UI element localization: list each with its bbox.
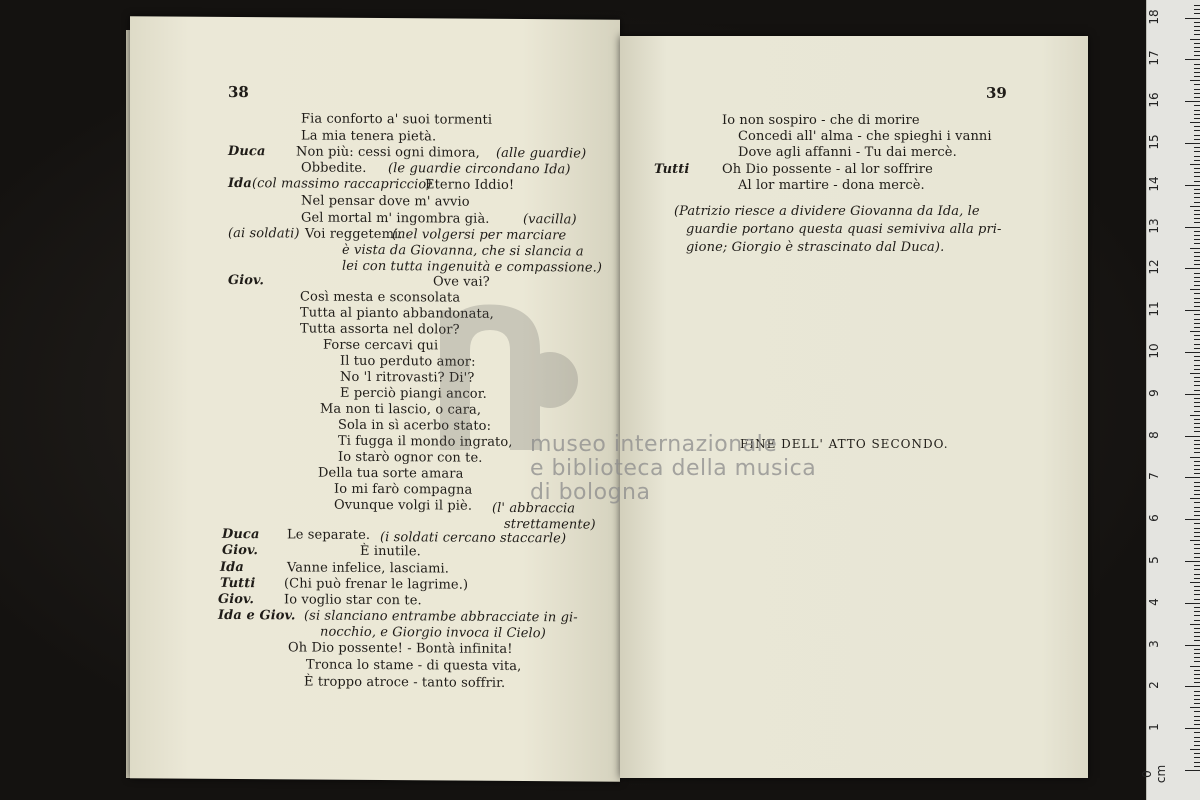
measuring-ruler: [1140, 0, 1200, 800]
verse-line: Il tuo perduto amor:: [340, 353, 476, 370]
ruler-tick: [1185, 18, 1200, 19]
stage-direction: strettamente): [504, 516, 596, 533]
verse-line: No 'l ritrovasti? Di'?: [340, 369, 475, 386]
ruler-tick: [1194, 214, 1200, 215]
ruler-tick: [1194, 649, 1200, 650]
ruler-tick: [1185, 185, 1200, 186]
ruler-tick: [1190, 248, 1200, 249]
ruler-tick: [1185, 101, 1200, 102]
ruler-tick: [1194, 599, 1200, 600]
ruler-tick: [1185, 645, 1200, 646]
ruler-tick: [1185, 143, 1200, 144]
ruler-tick: [1194, 365, 1200, 366]
ruler-number: 10: [1147, 343, 1161, 359]
stage-direction: (le guardie circondano Ida): [388, 161, 571, 178]
ruler-tick: [1194, 176, 1200, 177]
ruler-tick: [1194, 737, 1200, 738]
ruler-tick: [1185, 436, 1200, 437]
ruler-tick: [1194, 465, 1200, 466]
ruler-tick: [1194, 548, 1200, 549]
ruler-tick: [1194, 298, 1200, 299]
ruler-tick: [1194, 314, 1200, 315]
ruler-tick: [1190, 122, 1200, 123]
verse-line: È troppo atroce - tanto soffrir.: [304, 674, 506, 691]
speaker-label: Ida e Giov.: [218, 607, 296, 624]
ruler-tick: [1194, 327, 1200, 328]
ruler-tick: [1194, 51, 1200, 52]
ruler-tick: [1194, 160, 1200, 161]
ruler-tick: [1194, 444, 1200, 445]
ruler-tick: [1190, 206, 1200, 207]
ruler-tick: [1194, 193, 1200, 194]
verse-line: Concedi all' alma - che spieghi i vanni: [738, 129, 992, 144]
ruler-tick: [1194, 68, 1200, 69]
ruler-tick: [1194, 89, 1200, 90]
ruler-tick: [1185, 728, 1200, 729]
ruler-tick: [1194, 636, 1200, 637]
stage-direction: gione; Giorgio è strascinato dal Duca).: [686, 240, 945, 255]
stage-direction: (alle guardie): [496, 145, 587, 162]
ruler-tick: [1185, 770, 1200, 771]
ruler-number: 9: [1147, 388, 1161, 397]
ruler-tick: [1194, 197, 1200, 198]
ruler-tick: [1194, 569, 1200, 570]
ruler-tick: [1190, 373, 1200, 374]
speaker-label: Duca: [228, 143, 266, 160]
ruler-tick: [1185, 519, 1200, 520]
speaker-label: Giov.: [222, 542, 258, 559]
ruler-tick: [1185, 268, 1200, 269]
speaker-label: Tutti: [654, 162, 690, 177]
ruler-tick: [1194, 231, 1200, 232]
ruler-tick: [1194, 344, 1200, 345]
ruler-tick: [1194, 360, 1200, 361]
ruler-tick: [1194, 482, 1200, 483]
ruler-tick: [1194, 22, 1200, 23]
verse-line: Oh Dio possente - al lor soffrire: [722, 162, 933, 177]
ruler-tick: [1194, 72, 1200, 73]
ruler-tick: [1194, 302, 1200, 303]
ruler-tick: [1194, 135, 1200, 136]
ruler-tick: [1194, 55, 1200, 56]
ruler-tick: [1190, 498, 1200, 499]
ruler-tick: [1194, 544, 1200, 545]
ruler-tick: [1194, 260, 1200, 261]
ruler-number: 13: [1147, 217, 1161, 234]
ruler-tick: [1194, 293, 1200, 294]
verse-line: Voi reggetemi.: [305, 226, 403, 243]
page-number: 39: [986, 84, 1007, 102]
ruler-tick: [1185, 686, 1200, 687]
ruler-number: 6: [1147, 514, 1161, 523]
ruler-tick: [1194, 335, 1200, 336]
ruler-tick: [1194, 490, 1200, 491]
ruler-tick: [1194, 528, 1200, 529]
ruler-tick: [1194, 678, 1200, 679]
stage-direction: (si slanciano entrambe abbracciate in gi-: [304, 608, 578, 626]
ruler-tick: [1194, 235, 1200, 236]
ruler-tick: [1194, 348, 1200, 349]
ruler-tick: [1194, 9, 1200, 10]
ruler-tick: [1194, 653, 1200, 654]
ruler-tick: [1194, 281, 1200, 282]
ruler-tick: [1194, 632, 1200, 633]
ruler-tick: [1194, 339, 1200, 340]
ruler-tick: [1194, 553, 1200, 554]
ruler-number: 2: [1147, 681, 1161, 690]
ruler-tick: [1194, 34, 1200, 35]
ruler-number: 4: [1147, 597, 1161, 606]
ruler-tick: [1194, 130, 1200, 131]
ruler-number: 5: [1147, 556, 1161, 564]
speaker-label: Giov.: [228, 272, 264, 289]
ruler-tick: [1190, 164, 1200, 165]
ruler-tick: [1190, 331, 1200, 332]
verse-line: Io mi farò compagna: [334, 481, 473, 498]
verse-line: Ma non ti lascio, o cara,: [320, 401, 482, 418]
ruler-tick: [1194, 594, 1200, 595]
ruler-tick: [1190, 39, 1200, 40]
ruler-tick: [1190, 415, 1200, 416]
ruler-tick: [1194, 703, 1200, 704]
verse-line: Le separate.: [287, 527, 371, 543]
ruler-number: 1: [1147, 723, 1161, 732]
verse-line: È inutile.: [360, 543, 421, 560]
ruler-tick: [1194, 151, 1200, 152]
ruler-tick: [1194, 64, 1200, 65]
ruler-tick: [1194, 239, 1200, 240]
verse-line: Tutta al pianto abbandonata,: [300, 305, 494, 322]
ruler-number: 8: [1147, 430, 1161, 439]
watermark-text: museo internazionale: [530, 432, 778, 457]
ruler-tick: [1194, 574, 1200, 575]
verse-line: Oh Dio possente! - Bontà infinita!: [288, 640, 513, 657]
ruler-tick: [1194, 511, 1200, 512]
ruler-tick: [1194, 252, 1200, 253]
ruler-tick: [1190, 582, 1200, 583]
stage-direction: lei con tutta ingenuità e compassione.): [342, 258, 603, 276]
ruler-number: 18: [1147, 8, 1161, 25]
ruler-tick: [1194, 210, 1200, 211]
ruler-tick: [1194, 695, 1200, 696]
ruler-tick: [1185, 310, 1200, 311]
ruler-tick: [1190, 540, 1200, 541]
ruler-tick: [1194, 615, 1200, 616]
ruler-tick: [1194, 377, 1200, 378]
ruler-tick: [1194, 590, 1200, 591]
ruler-tick: [1194, 47, 1200, 48]
ruler-tick: [1194, 745, 1200, 746]
speaker-label: Ida: [220, 559, 244, 576]
verse-line: Vanne infelice, lasciami.: [287, 560, 449, 577]
ruler-tick: [1194, 402, 1200, 403]
speaker-label: Ida: [228, 175, 252, 192]
ruler-tick: [1185, 603, 1200, 604]
ruler-tick: [1194, 515, 1200, 516]
ruler-tick: [1194, 13, 1200, 14]
ruler-tick: [1194, 202, 1200, 203]
ruler-tick: [1194, 502, 1200, 503]
ruler-tick: [1194, 126, 1200, 127]
stage-direction: (ai soldati): [228, 225, 300, 242]
speaker-label: Duca: [222, 526, 260, 543]
verse-line: Io starò ognor con te.: [338, 449, 483, 466]
ruler-tick: [1194, 168, 1200, 169]
speaker-label: Tutti: [220, 575, 256, 592]
ruler-tick: [1185, 59, 1200, 60]
ruler-number: 16: [1147, 92, 1161, 108]
ruler-tick: [1194, 26, 1200, 27]
ruler-tick: [1194, 494, 1200, 495]
stage-direction: nocchio, e Giorgio invoca il Cielo): [320, 624, 546, 642]
ruler-tick: [1194, 586, 1200, 587]
verse-line: Tutta assorta nel dolor?: [300, 321, 460, 338]
ruler-tick: [1194, 181, 1200, 182]
ruler-tick: [1194, 757, 1200, 758]
ruler-tick: [1194, 578, 1200, 579]
watermark-text: e biblioteca della musica: [530, 456, 817, 481]
ruler-tick: [1194, 218, 1200, 219]
verse-line: Non più: cessi ogni dimora,: [296, 144, 480, 161]
ruler-tick: [1194, 172, 1200, 173]
ruler-tick: [1194, 264, 1200, 265]
verse-line: Al lor martire - dona mercè.: [738, 178, 925, 193]
ruler-tick: [1194, 565, 1200, 566]
ruler-tick: [1194, 762, 1200, 763]
ruler-tick: [1190, 749, 1200, 750]
stage-direction: (l' abbraccia: [492, 500, 576, 517]
ruler-tick: [1194, 711, 1200, 712]
ruler-tick: [1185, 561, 1200, 562]
ruler-tick: [1194, 222, 1200, 223]
ruler-tick: [1194, 256, 1200, 257]
stage-direction: guardie portano questa quasi semiviva alla pri-: [686, 222, 1002, 237]
ruler-tick: [1194, 469, 1200, 470]
verse-line: Fia conforto a' suoi tormenti: [301, 111, 493, 128]
ruler-tick: [1194, 753, 1200, 754]
ruler-tick: [1194, 611, 1200, 612]
ruler-tick: [1194, 486, 1200, 487]
verse-line: La mia tenera pietà.: [301, 128, 437, 145]
ruler-tick: [1194, 720, 1200, 721]
ruler-tick: [1194, 105, 1200, 106]
ruler-tick: [1194, 557, 1200, 558]
ruler-tick: [1185, 352, 1200, 353]
ruler-tick: [1190, 624, 1200, 625]
ruler-tick: [1194, 369, 1200, 370]
verse-line: Nel pensar dove m' avvio: [301, 193, 470, 210]
ruler-tick: [1194, 93, 1200, 94]
verse-line: Ove vai?: [433, 274, 490, 290]
verse-line: Della tua sorte amara: [318, 465, 464, 482]
verse-line: Così mesta e sconsolata: [300, 289, 461, 306]
ruler-tick: [1194, 691, 1200, 692]
ruler-tick: [1194, 385, 1200, 386]
verse-line: Io voglio star con te.: [284, 592, 422, 609]
ruler-tick: [1194, 620, 1200, 621]
ruler-tick: [1185, 227, 1200, 228]
ruler-tick: [1194, 766, 1200, 767]
ruler-tick: [1194, 670, 1200, 671]
verse-line: Dove agli affanni - Tu dai mercè.: [738, 145, 957, 160]
ruler-tick: [1194, 189, 1200, 190]
ruler-tick: [1194, 323, 1200, 324]
ruler-unit-label: 0 cm: [1140, 764, 1168, 784]
ruler-tick: [1194, 147, 1200, 148]
ruler-tick: [1190, 707, 1200, 708]
ruler-tick: [1194, 674, 1200, 675]
ruler-tick: [1194, 724, 1200, 725]
ruler-tick: [1194, 461, 1200, 462]
ruler-tick: [1194, 277, 1200, 278]
ruler-tick: [1194, 398, 1200, 399]
ruler-number: 7: [1147, 472, 1161, 481]
stage-direction: (col massimo raccapriccio): [252, 176, 432, 193]
ruler-number: 15: [1147, 134, 1161, 150]
act-end-marker: FINE DELL' ATTO SECONDO.: [740, 437, 949, 451]
stage-direction: (Patrizio riesce a dividere Giovanna da Ida, le: [674, 204, 980, 219]
ruler-tick: [1194, 5, 1200, 6]
ruler-tick: [1185, 477, 1200, 478]
speaker-label: Giov.: [218, 591, 254, 608]
ruler-tick: [1194, 657, 1200, 658]
verse-line: Ti fugga il mondo ingrato,: [338, 433, 513, 450]
ruler-tick: [1194, 356, 1200, 357]
ruler-tick: [1194, 507, 1200, 508]
ruler-tick: [1194, 156, 1200, 157]
ruler-tick: [1194, 431, 1200, 432]
ruler-tick: [1190, 289, 1200, 290]
ruler-tick: [1194, 285, 1200, 286]
ruler-tick: [1194, 30, 1200, 31]
ruler-tick: [1194, 536, 1200, 537]
verse-line: Eterno Iddio!: [425, 177, 515, 193]
stage-direction: (i soldati cercano staccarle): [380, 530, 567, 547]
ruler-number: 3: [1147, 639, 1161, 648]
stage-direction: (vacilla): [523, 212, 577, 228]
verse-line: (Chi può frenar le lagrime.): [284, 576, 469, 593]
ruler-tick: [1194, 423, 1200, 424]
ruler-tick: [1185, 394, 1200, 395]
ruler-tick: [1194, 43, 1200, 44]
ruler-tick: [1194, 114, 1200, 115]
page-number: 38: [228, 82, 249, 102]
verse-line: E perciò piangi ancor.: [340, 385, 487, 402]
ruler-tick: [1194, 661, 1200, 662]
stage-direction: (nel volgersi per marciare: [392, 227, 567, 244]
ruler-tick: [1194, 427, 1200, 428]
ruler-tick: [1194, 390, 1200, 391]
ruler-tick: [1194, 139, 1200, 140]
ruler-tick: [1194, 84, 1200, 85]
ruler-tick: [1194, 532, 1200, 533]
ruler-tick: [1194, 699, 1200, 700]
ruler-tick: [1190, 666, 1200, 667]
ruler-tick: [1194, 732, 1200, 733]
right-page: [620, 36, 1088, 778]
ruler-tick: [1190, 457, 1200, 458]
verse-line: Sola in sì acerbo stato:: [338, 417, 492, 434]
verse-line: Ovunque volgi il piè.: [334, 497, 473, 514]
ruler-tick: [1194, 523, 1200, 524]
ruler-tick: [1194, 716, 1200, 717]
ruler-tick: [1194, 273, 1200, 274]
ruler-tick: [1194, 381, 1200, 382]
ruler-number: 11: [1147, 301, 1161, 317]
ruler-number: 14: [1147, 176, 1161, 192]
ruler-tick: [1194, 411, 1200, 412]
verse-line: Io non sospiro - che di morire: [722, 113, 920, 128]
ruler-tick: [1194, 607, 1200, 608]
ruler-number: 17: [1147, 50, 1161, 67]
ruler-tick: [1194, 118, 1200, 119]
ruler-tick: [1190, 80, 1200, 81]
ruler-tick: [1194, 406, 1200, 407]
ruler-tick: [1194, 110, 1200, 111]
ruler-tick: [1194, 97, 1200, 98]
ruler-tick: [1194, 306, 1200, 307]
ruler-tick: [1194, 628, 1200, 629]
ruler-tick: [1194, 452, 1200, 453]
ruler-tick: [1194, 741, 1200, 742]
ruler-tick: [1194, 76, 1200, 77]
ruler-tick: [1194, 640, 1200, 641]
verse-line: Tronca lo stame - di questa vita,: [306, 657, 522, 675]
ruler-tick: [1194, 243, 1200, 244]
ruler-number: 12: [1147, 259, 1161, 276]
ruler-tick: [1194, 682, 1200, 683]
watermark-text: di bologna: [530, 480, 651, 505]
ruler-tick: [1194, 319, 1200, 320]
verse-line: Forse cercavi qui: [323, 337, 439, 354]
verse-line: Gel mortal m' ingombra già.: [301, 210, 490, 227]
verse-line: Obbedite.: [301, 160, 367, 176]
ruler-tick: [1194, 419, 1200, 420]
ruler-tick: [1194, 473, 1200, 474]
ruler-tick: [1194, 440, 1200, 441]
stage-direction: è vista da Giovanna, che si slancia a: [342, 242, 584, 260]
ruler-tick: [1194, 448, 1200, 449]
